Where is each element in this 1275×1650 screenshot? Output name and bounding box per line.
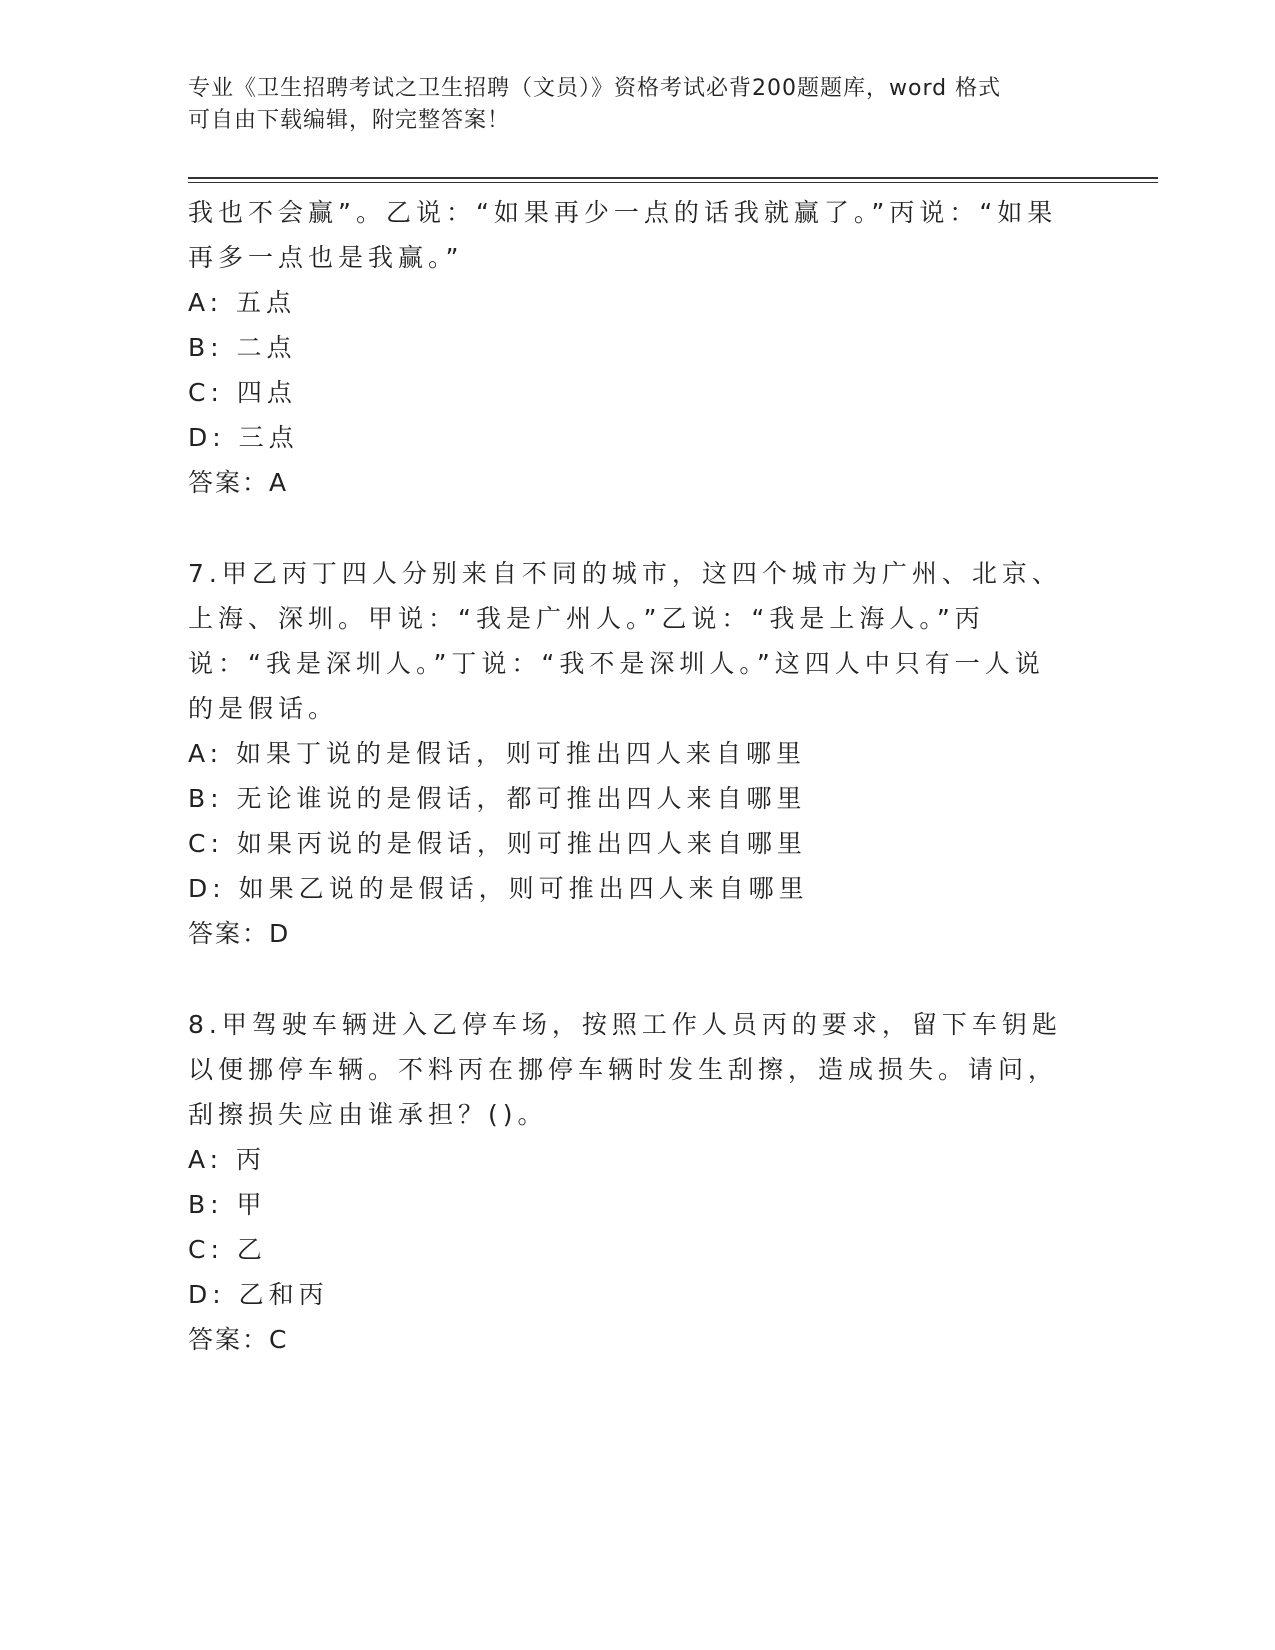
question-6 [188, 190, 1068, 505]
document-header [188, 73, 1068, 137]
question-6-answer: 答案：A [188, 468, 289, 497]
question-7-text: 7.甲乙丙丁四人分别来自不同的城市，这四个城市为广州、北京、上海、深圳。甲说：“我是广州人。”乙说：“我是上海人。”丙说：“我是深圳人。”丁说：“我不是深圳人。”这四人中只有一人说的是假话。 [188, 559, 1062, 723]
question-7 [188, 551, 1068, 956]
question-7-answer: 答案：D [188, 919, 291, 948]
question-8-option-c: C: 乙 [188, 1235, 267, 1264]
question-8-answer: 答案：C [188, 1325, 289, 1354]
question-8 [188, 1002, 1068, 1362]
question-8-option-b: B: 甲 [188, 1190, 267, 1219]
question-list [188, 190, 1068, 1362]
header-divider [188, 177, 1158, 183]
question-7-option-c: C: 如果丙说的是假话，则可推出四人来自哪里 [188, 829, 807, 858]
question-8-option-d: D: 乙和丙 [188, 1280, 329, 1309]
header-title-line-1: 专业《卫生招聘考试之卫生招聘（文员）》资格考试必背200题题库，word 格式 [188, 76, 1002, 101]
header-title-line-2: 可自由下载编辑，附完整答案！ [188, 108, 511, 133]
question-8-option-a: A: 丙 [188, 1145, 267, 1174]
question-6-option-c: C: 四点 [188, 378, 297, 407]
question-7-option-b: B: 无论谁说的是假话，都可推出四人来自哪里 [188, 784, 807, 813]
question-7-option-d: D: 如果乙说的是假话，则可推出四人来自哪里 [188, 874, 809, 903]
question-6-option-b: B: 二点 [188, 333, 297, 362]
question-6-text: 我也不会赢”。乙说：“如果再少一点的话我就赢了。”丙说：“如果再多一点也是我赢。” [188, 198, 1058, 272]
question-8-text: 8.甲驾驶车辆进入乙停车场，按照工作人员丙的要求，留下车钥匙以便挪停车辆。不料丙在挪停车辆时发生刮擦，造成损失。请问，刮擦损失应由谁承担？()。 [188, 1010, 1062, 1129]
question-6-option-d: D: 三点 [188, 423, 299, 452]
question-7-option-a: A: 如果丁说的是假话，则可推出四人来自哪里 [188, 739, 807, 768]
question-6-option-a: A: 五点 [188, 288, 297, 317]
